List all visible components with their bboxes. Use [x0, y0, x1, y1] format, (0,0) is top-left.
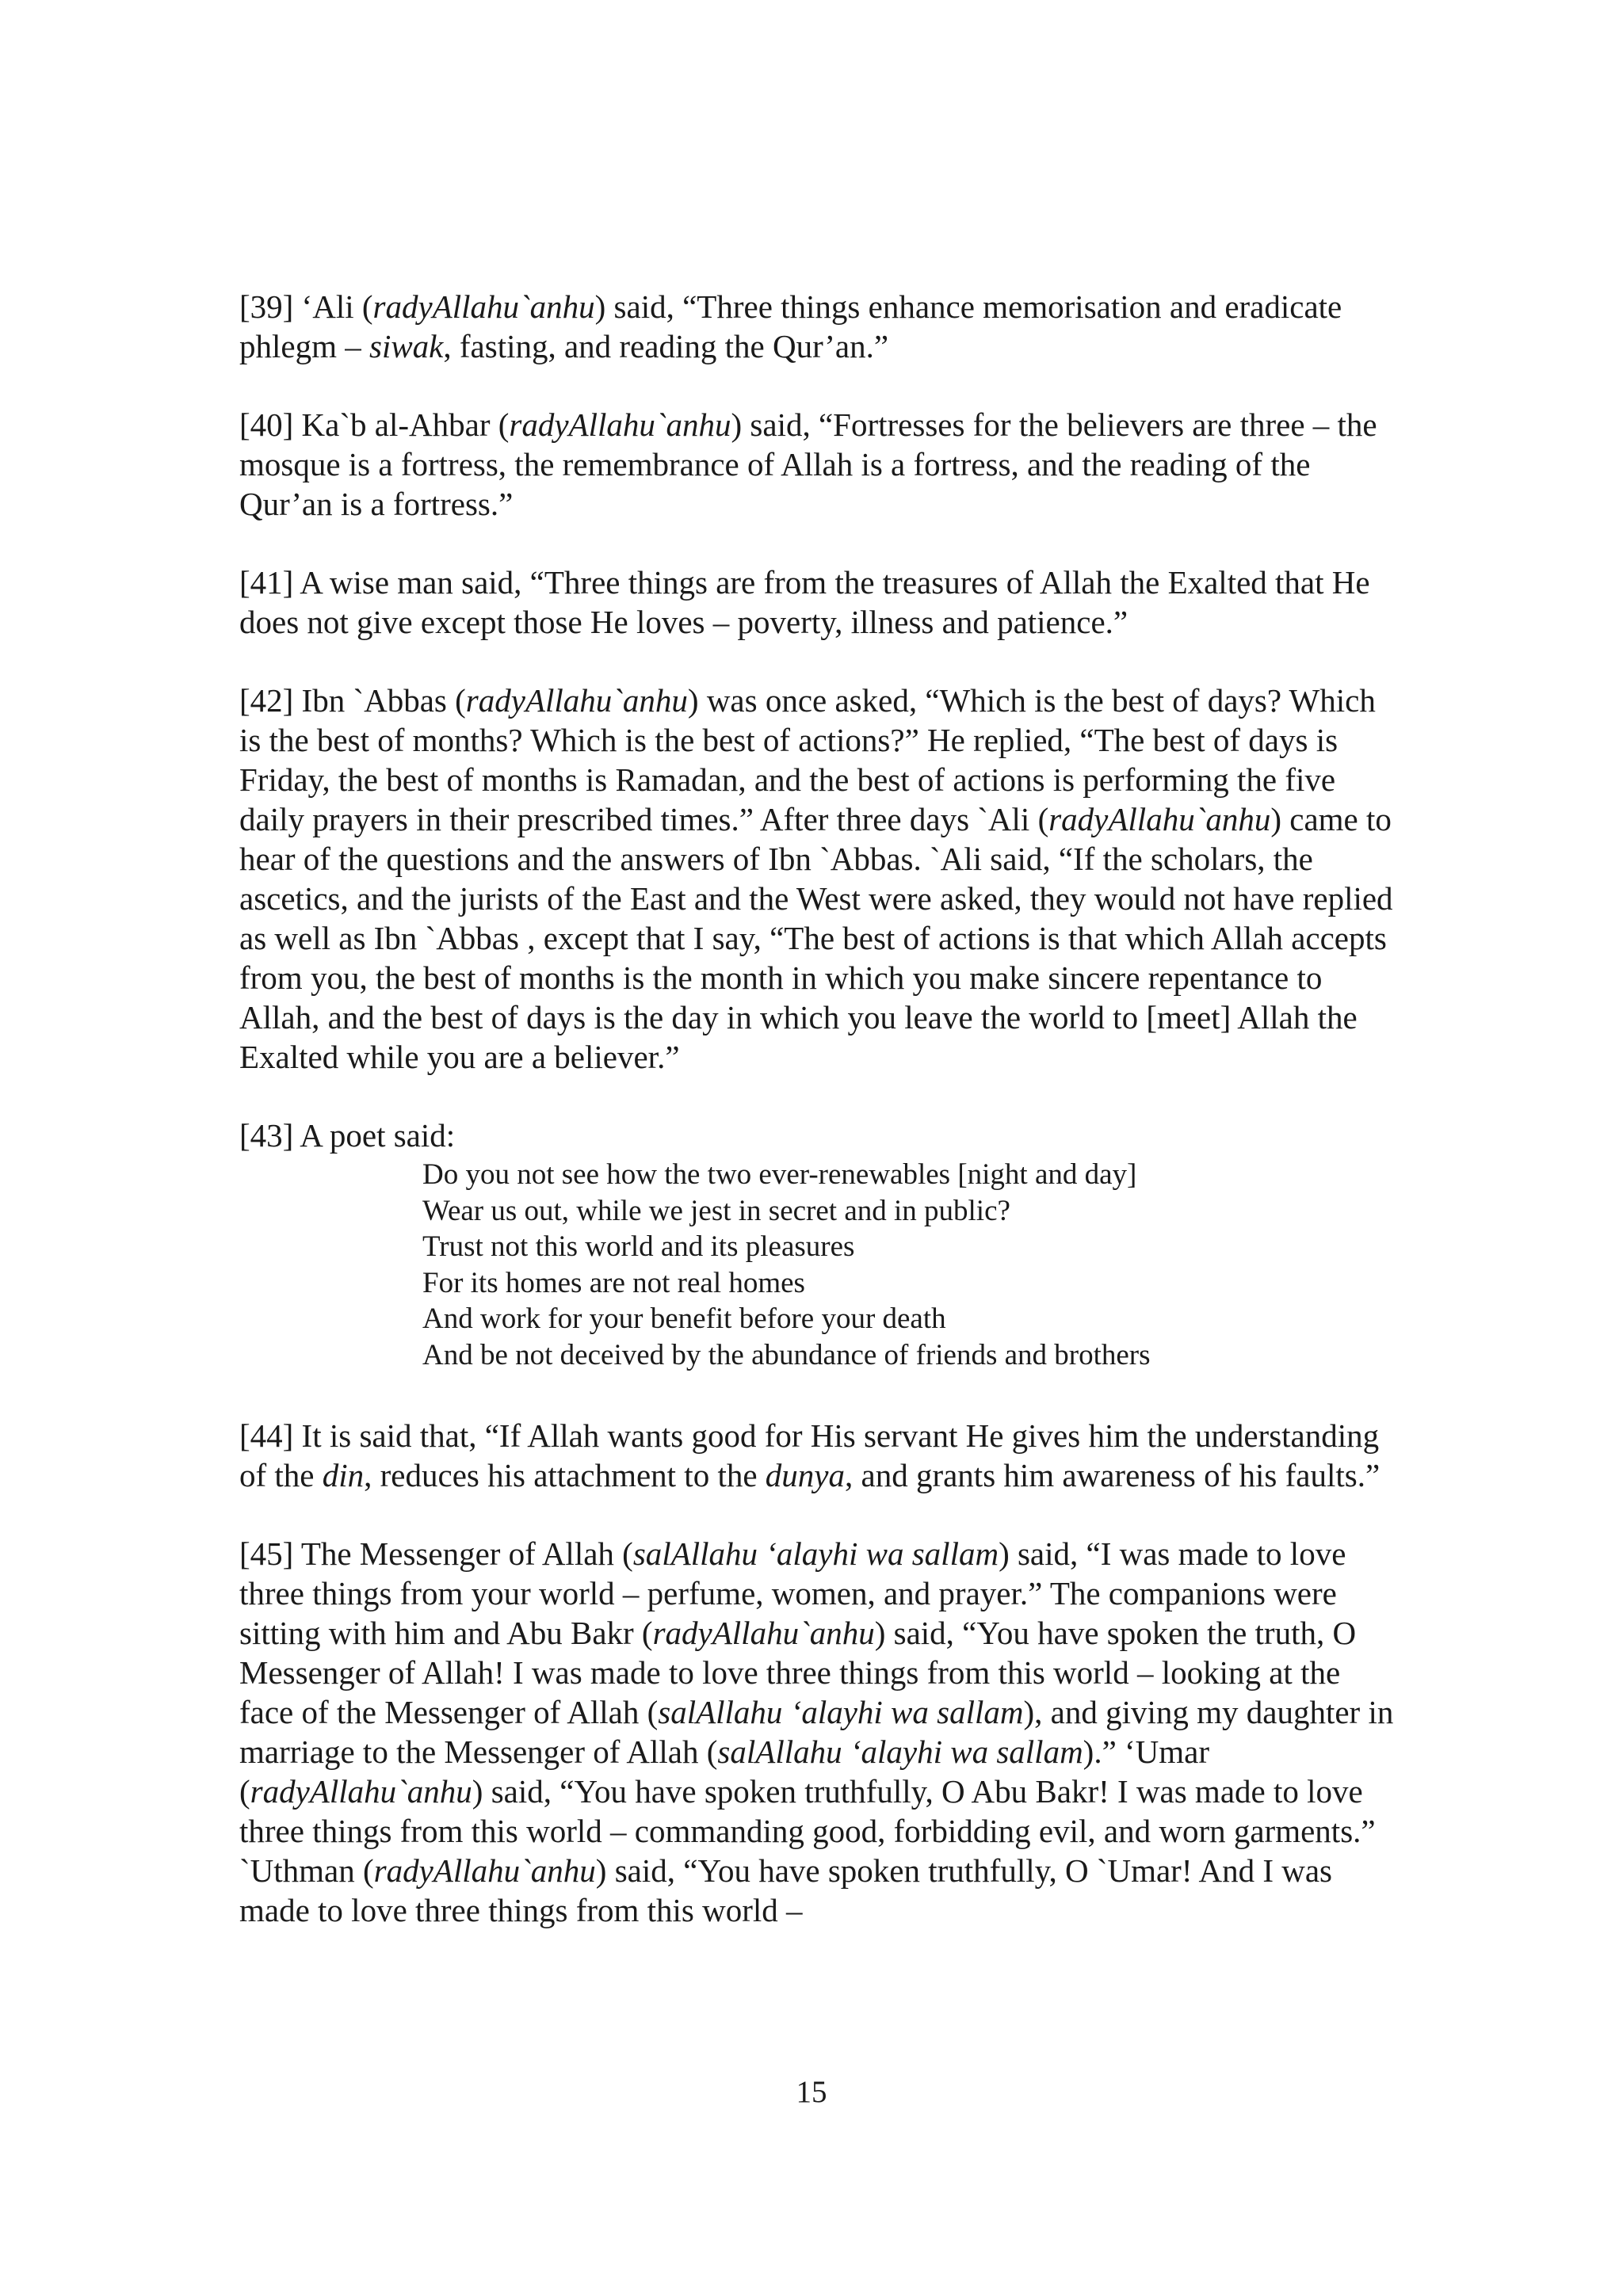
paragraph-45: [45] The Messenger of Allah (salAllahu ‘alayhi wa sallam) said, “I was made to love three things from your world – perfume, women, and prayer.” The companions were sitting with him and Abu Bakr (radyAllahu`anhu) said, “You have spoken the truth, O Messenger of Allah! I was made to love three things from this world – looking at the face of the Messenger of Allah (salAllahu ‘alayhi wa sallam), and giving my daughter in marriage to the Messenger of Allah (salAllahu ‘alayhi wa sallam).” ‘Umar (radyAllahu`anhu) said, “You have spoken truthfully, O Abu Bakr! I was made to love three things from this world – commanding good, forbidding evil, and worn garments.” `Uthman (radyAllahu`anhu) said, “You have spoken truthfully, O `Umar! And I was made to love three things from this world –	[239, 1535, 1394, 1928]
poem-intro: [43] A poet said:	[239, 1117, 456, 1154]
paragraph-41: [41] A wise man said, “Three things are from the treasures of Allah the Exalted that He does not give except those He loves – poverty, illness and patience.”	[239, 564, 1370, 640]
paragraph-44: [44] It is said that, “If Allah wants good for His servant He gives him the understanding of the din, reduces his attachment to the dunya, and grants him awareness of his faults.”	[239, 1417, 1381, 1493]
paragraph-40: [40] Ka`b al-Ahbar (radyAllahu`anhu) said, “Fortresses for the believers are three – the mosque is a fortress, the remembrance of Allah is a fortress, and the reading of the Qur’an is a fortress.”	[239, 406, 1377, 522]
poem-line: And work for your benefit before your death	[422, 1302, 946, 1335]
paragraph-39: [39] ‘Ali (radyAllahu`anhu) said, “Three things enhance memorisation and eradicate phlegm – siwak, fasting, and reading the Qur’an.”	[239, 288, 1342, 364]
page-body	[239, 287, 1396, 1969]
poem-line: Wear us out, while we jest in secret and in public?	[422, 1194, 1010, 1227]
poem-line: And be not deceived by the abundance of friends and brothers	[422, 1338, 1151, 1371]
paragraph-42: [42] Ibn `Abbas (radyAllahu`anhu) was once asked, “Which is the best of days? Which is the best of months? Which is the best of actions?” He replied, “The best of days is Friday, the best of months is Ramadan, and the best of actions is performing the five daily prayers in their prescribed times.” After three days `Ali (radyAllahu`anhu) came to hear of the questions and the answers of Ibn `Abbas. `Ali said, “If the scholars, the ascetics, and the jurists of the East and the West were asked, they would not have replied as well as Ibn `Abbas , except that I say, “The best of actions is that which Allah accepts from you, the best of months is the month in which you make sincere repentance to Allah, and the best of days is the day in which you leave the world to [meet] Allah the Exalted while you are a believer.”	[239, 682, 1393, 1075]
poem-line: For its homes are not real homes	[422, 1266, 805, 1299]
poem-line: Trust not this world and its pleasures	[422, 1230, 855, 1263]
poem-line: Do you not see how the two ever-renewables [night and day]	[422, 1158, 1137, 1191]
page-number: 15	[796, 2075, 827, 2109]
poem	[422, 1157, 1396, 1373]
